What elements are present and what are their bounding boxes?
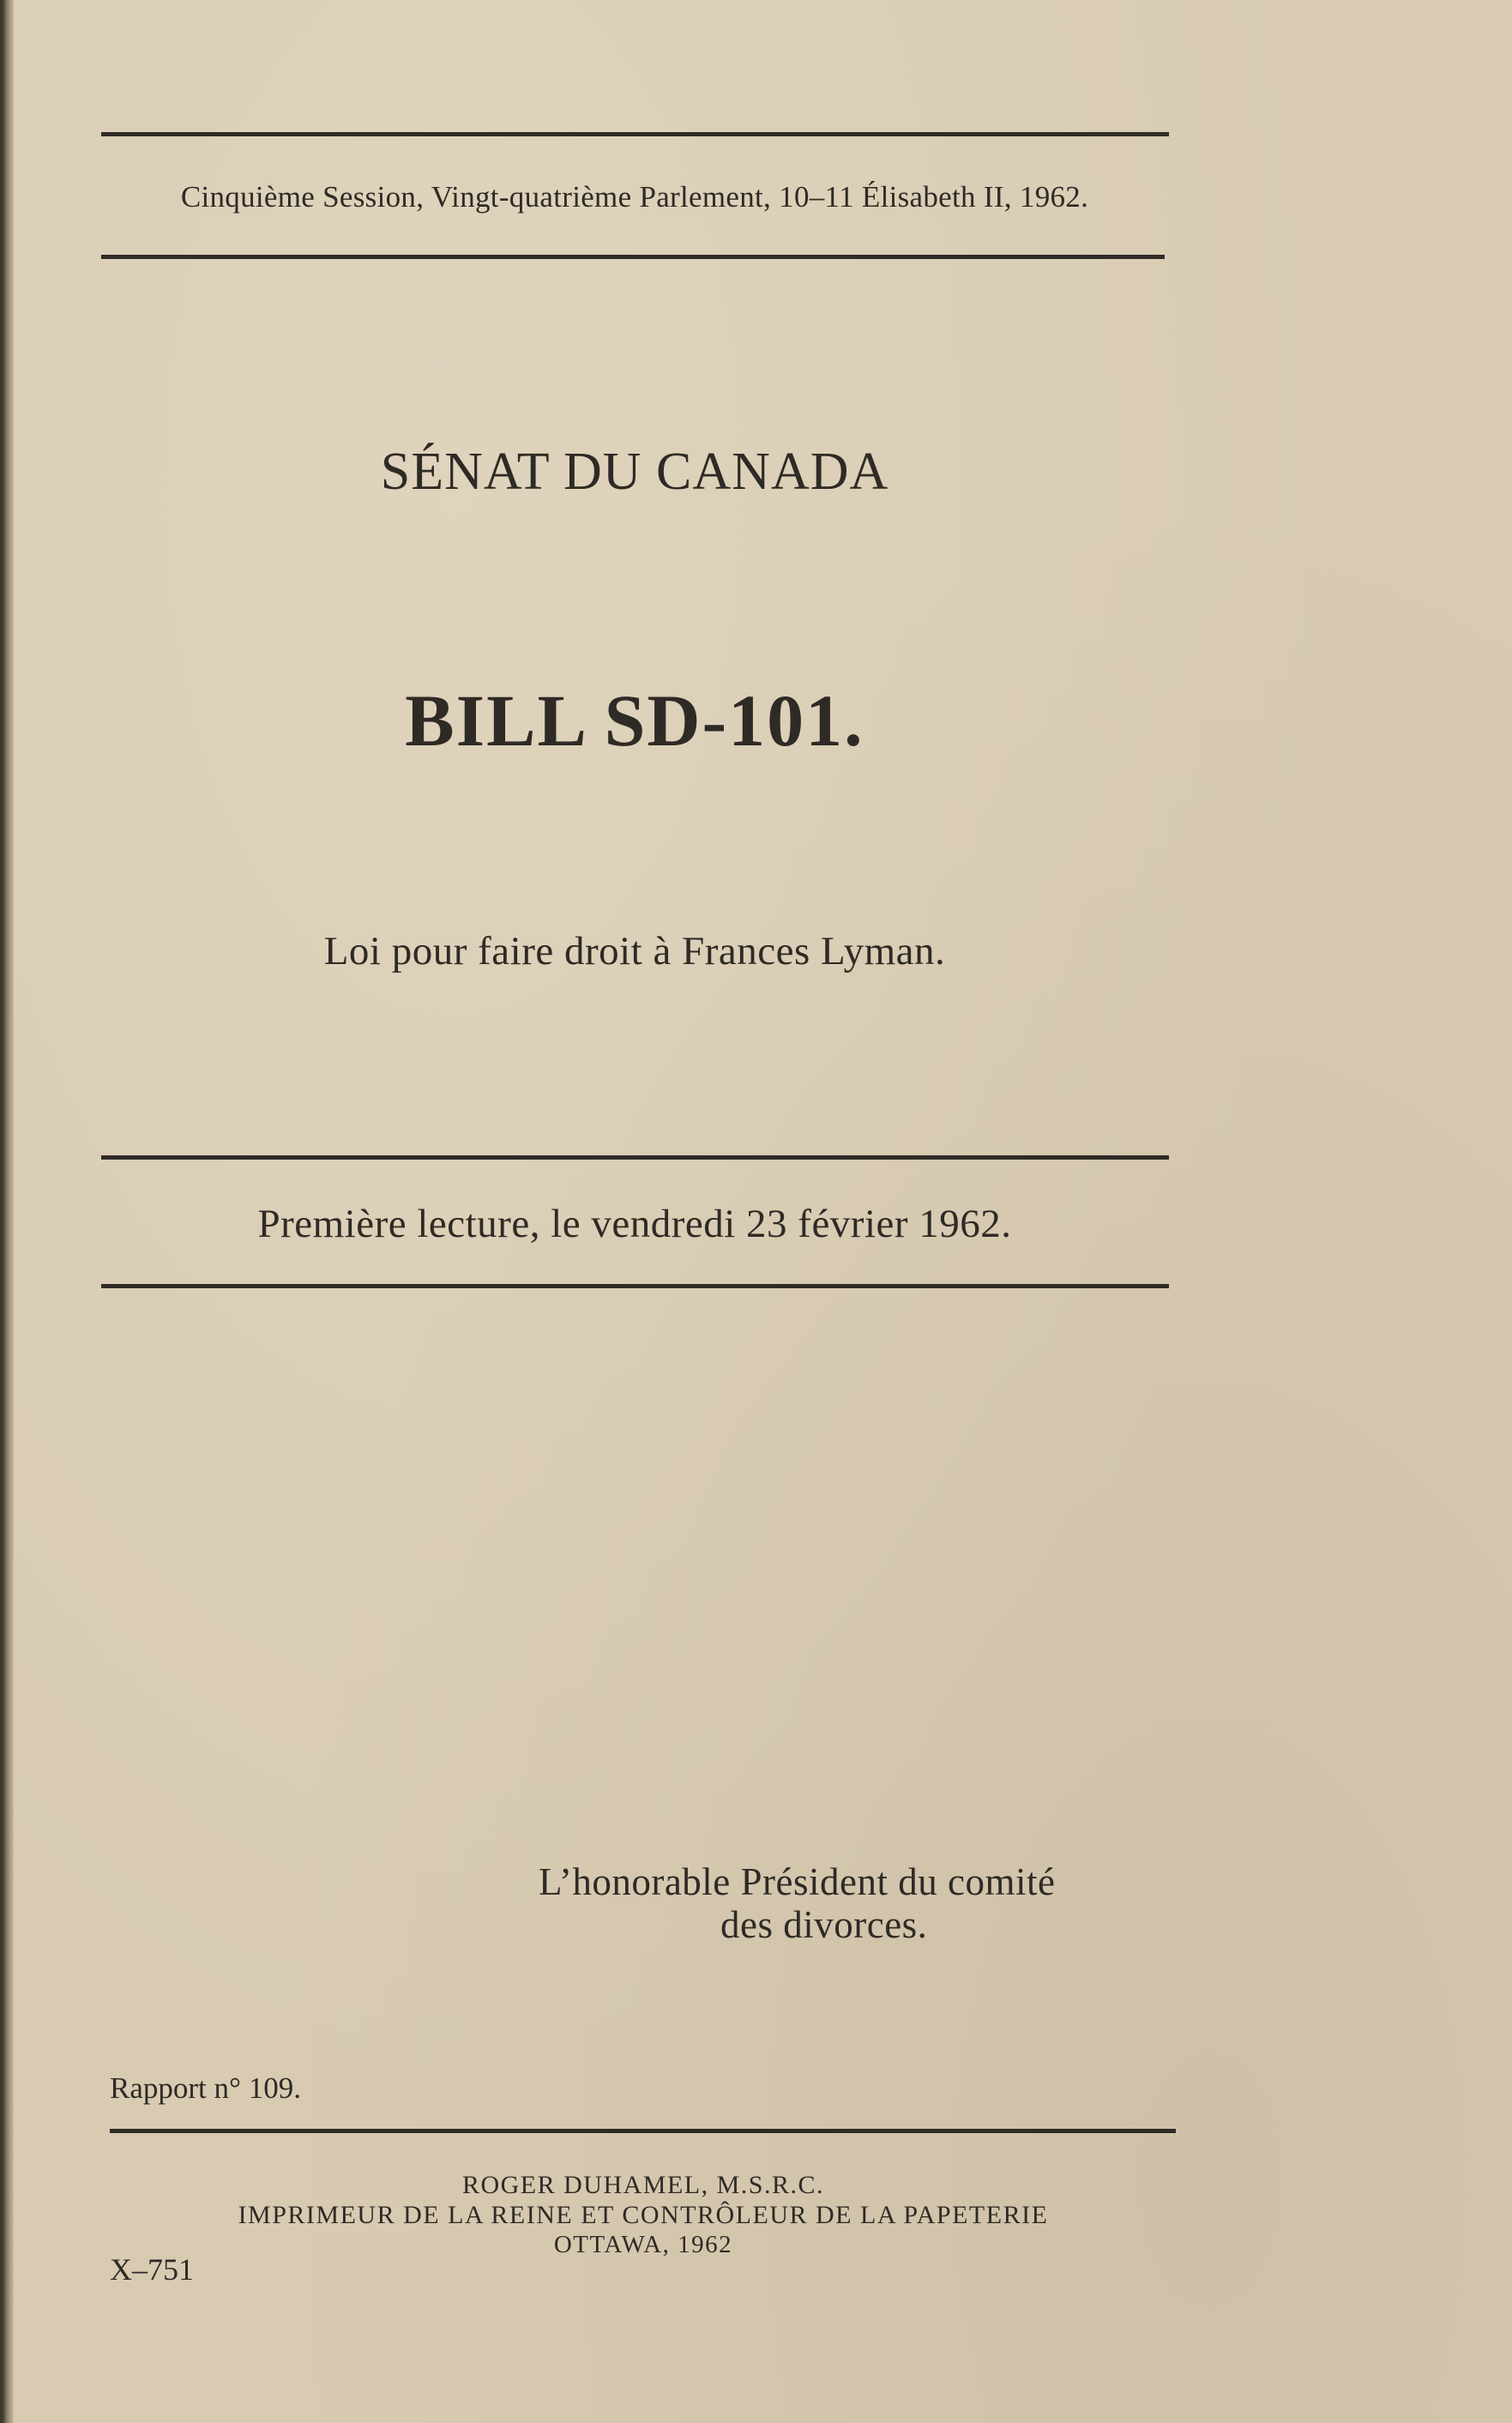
house-title: SÉNAT DU CANADA xyxy=(380,443,889,501)
sponsor-line-1: L’honorable Président du comité xyxy=(539,1860,1056,1903)
top-rule xyxy=(101,132,1169,136)
document-number: X–751 xyxy=(110,2252,194,2287)
report-number: Rapport n° 109. xyxy=(110,2071,302,2105)
printer-name: ROGER DUHAMEL, M.S.R.C. xyxy=(461,2171,825,2199)
session-bottom-rule xyxy=(101,255,1165,259)
bill-number: BILL SD-101. xyxy=(405,679,864,762)
bill-short-title: Loi pour faire droit à Frances Lyman. xyxy=(323,929,946,973)
footer-rule xyxy=(110,2129,1176,2133)
printer-title: IMPRIMEUR DE LA REINE ET CONTRÔLEUR DE LA PAPETERIE xyxy=(238,2201,1049,2229)
reading-top-rule xyxy=(101,1155,1169,1160)
sponsor-line-2: des divorces. xyxy=(720,1903,928,1946)
printer-place-year: OTTAWA, 1962 xyxy=(553,2231,733,2258)
session-line: Cinquième Session, Vingt-quatrième Parlement, 10–11 Élisabeth II, 1962. xyxy=(180,180,1089,214)
first-reading-line: Première lecture, le vendredi 23 février 1962. xyxy=(257,1202,1012,1246)
reading-bottom-rule xyxy=(101,1284,1169,1288)
